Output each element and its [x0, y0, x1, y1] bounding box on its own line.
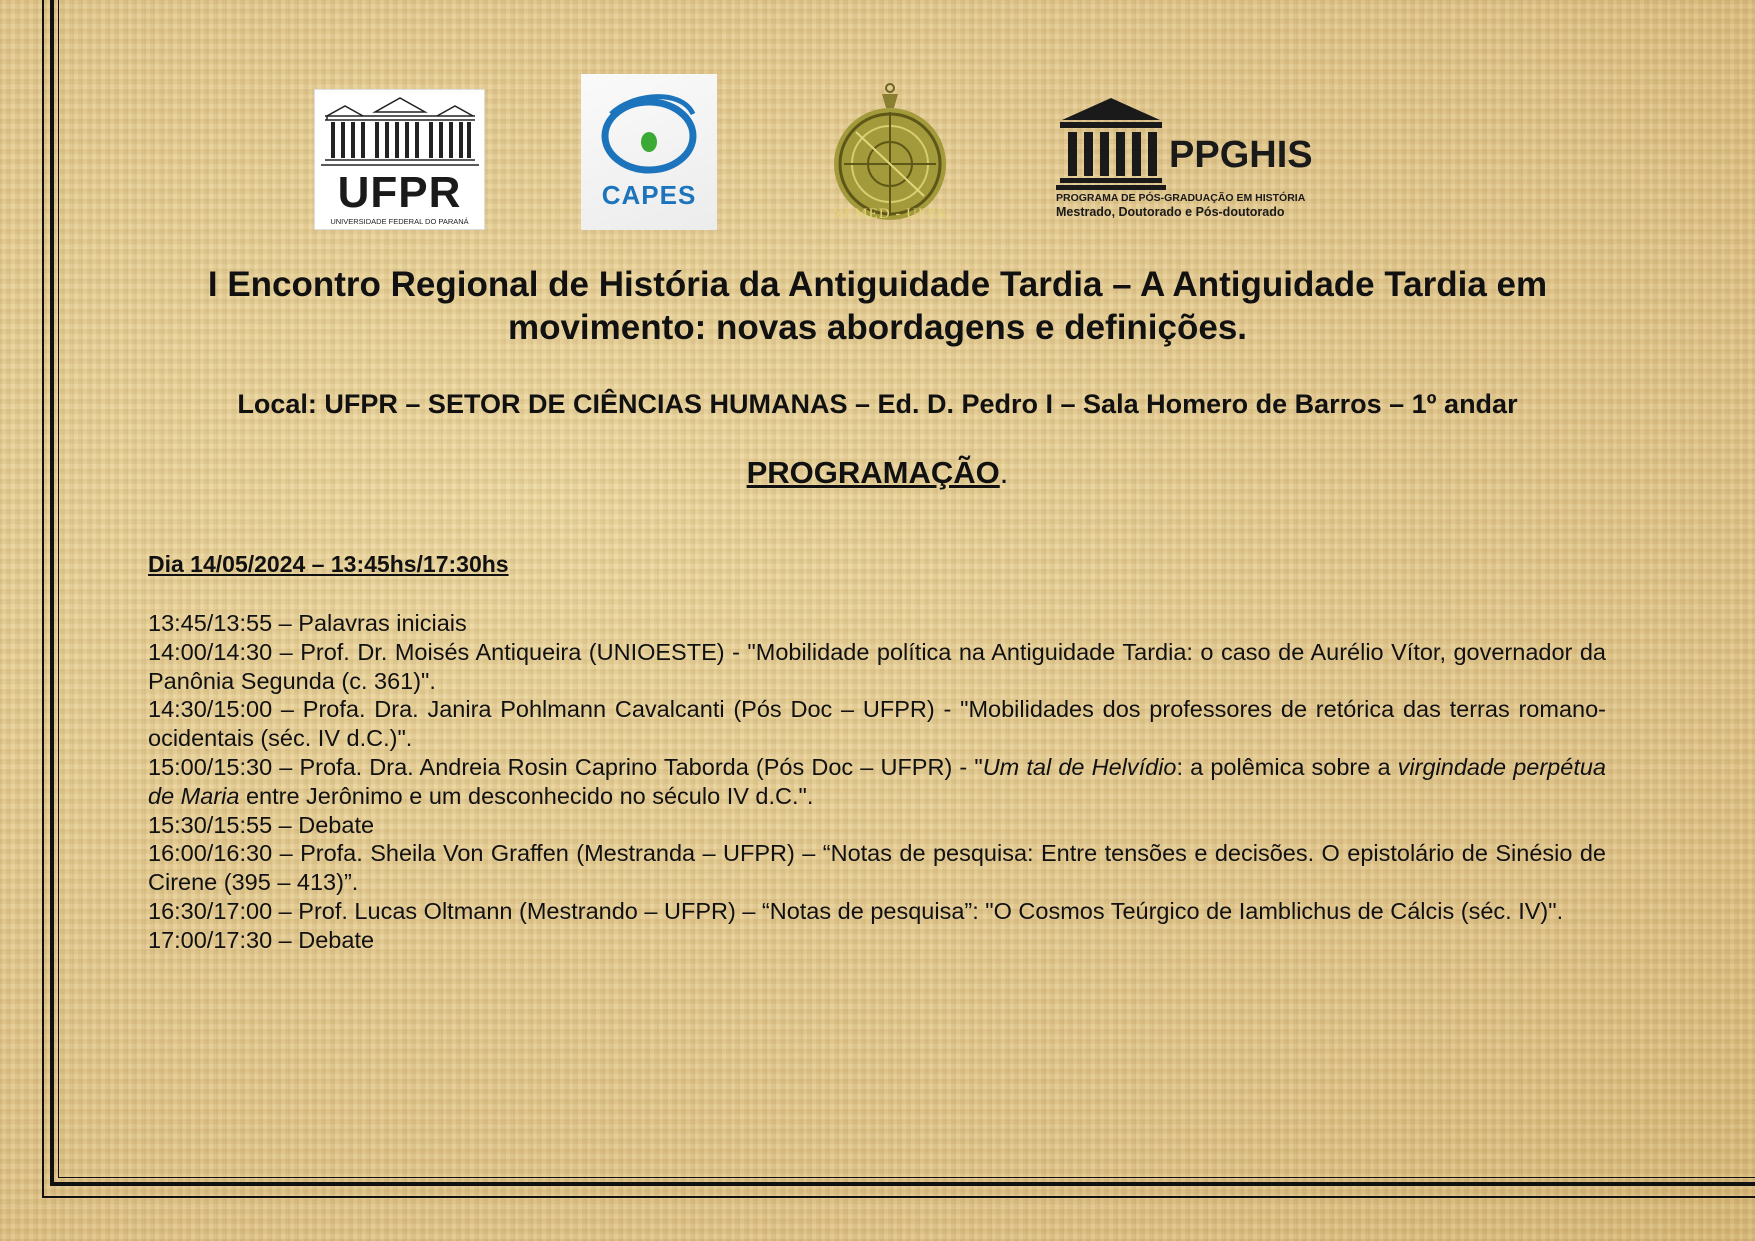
schedule-item: 17:00/17:30 – Debate — [148, 926, 375, 953]
ufpr-wordmark: UFPR — [337, 168, 462, 217]
schedule-item-italic: Um tal de Helvídio — [982, 753, 1177, 780]
capes-wordmark: CAPES — [601, 180, 697, 210]
program-heading — [0, 455, 1755, 491]
nemed-caption: NEMED - UFPR — [832, 206, 948, 222]
program-heading-suffix: . — [999, 455, 1009, 490]
astrolabe-icon — [828, 82, 952, 222]
schedule-item-italic: virgindade perpétua de Maria — [148, 753, 1606, 809]
ufpr-subtext: UNIVERSIDADE FEDERAL DO PARANÁ — [330, 217, 469, 226]
event-location: Local: UFPR – SETOR DE CIÊNCIAS HUMANAS – Ed. D. Pedro I – Sala Homero de Barros – 1º andar — [237, 389, 1518, 419]
schedule-list — [148, 609, 1606, 955]
ufpr-building-icon — [315, 90, 486, 170]
ppghis-temple-icon — [1056, 96, 1166, 191]
schedule-item: 16:00/16:30 – Profa. Sheila Von Graffen (Mestranda – UFPR) – “Notas de pesquisa: Entre tensões e decisões. O epistolário de Sinésio de Cirene (395 – 413)”. — [148, 840, 1606, 896]
ppghis-subtext-line1: PROGRAMA DE PÓS-GRADUAÇÃO EM HISTÓRIA — [1056, 192, 1306, 204]
schedule-item-text: : a polêmica sobre a — [1176, 753, 1398, 780]
ufpr-logo — [314, 89, 485, 230]
event-title: I Encontro Regional de História da Antiguidade Tardia – A Antiguidade Tardia em movimento: novas abordagens e definições. — [207, 265, 1548, 347]
capes-orbit-icon — [581, 74, 717, 184]
ppghis-wordmark: PPGHIS — [1169, 134, 1313, 176]
day-heading: Dia 14/05/2024 – 13:45hs/17:30hs — [148, 551, 509, 577]
capes-logo — [581, 74, 717, 230]
schedule-item: 14:30/15:00 – Profa. Dra. Janira Pohlmann Cavalcanti (Pós Doc – UFPR) - "Mobilidades dos professores de retórica das terras romano-ocidentais (séc. IV d.C.)". — [148, 696, 1606, 752]
ppghis-subtext-line2: Mestrado, Doutorado e Pós-doutorado — [1056, 205, 1285, 219]
ppghis-logo — [1056, 96, 1346, 221]
schedule-item: 13:45/13:55 – Palavras iniciais — [148, 610, 467, 636]
schedule-item-text: 15:00/15:30 – Profa. Dra. Andreia Rosin Caprino Taborda (Pós Doc – UFPR) - " — [148, 753, 983, 780]
program-heading-text: PROGRAMAÇÃO — [746, 455, 1000, 490]
schedule-item: 14:00/14:30 – Prof. Dr. Moisés Antiqueira (UNIOESTE) - "Mobilidade política na Antiguidade Tardia: o caso de Aurélio Vítor, governador da Panônia Segunda (c. 361)". — [148, 638, 1606, 694]
schedule-item: 15:30/15:55 – Debate — [148, 811, 375, 838]
schedule-item: 16:30/17:00 – Prof. Lucas Oltmann (Mestrando – UFPR) – “Notas de pesquisa”: "O Cosmos Teúrgico de Iamblichus de Cálcis (séc. IV)". — [148, 897, 1564, 924]
schedule-item — [148, 753, 1606, 811]
nemed-astrolabe-logo — [828, 82, 952, 232]
schedule-item-text: entre Jerônimo e um desconhecido no século IV d.C.". — [239, 782, 814, 809]
